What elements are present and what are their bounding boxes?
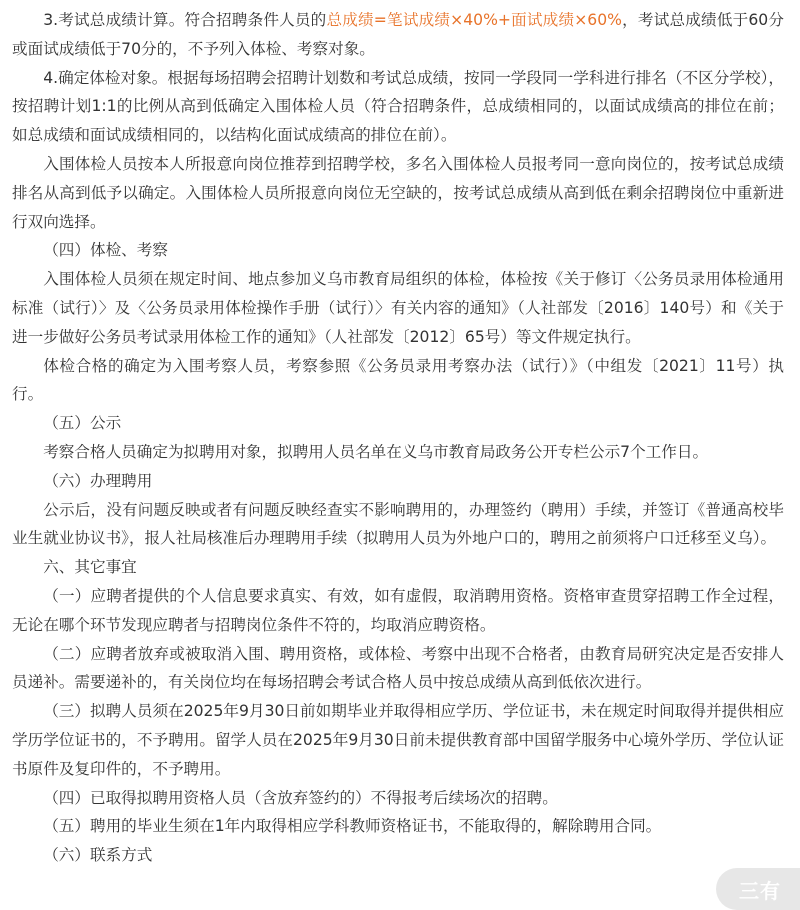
score-rule-prefix: 3.考试总成绩计算。符合招聘条件人员的 xyxy=(43,11,327,29)
paragraph-publicity: 考察合格人员确定为拟聘用对象，拟聘用人员名单在义乌市教育局政务公开专栏公示7个工作日。 xyxy=(43,442,709,461)
paragraph-hiring: 公示后，没有问题反映或者有问题反映经查实不影响聘用的，办理签约（聘用）手续，并签订《普通高校毕业生就业协议书》，报人社局核准后办理聘用手续（拟聘用人员为外地户口的，聘用之前须将户口迁移至义乌）。 xyxy=(12,500,784,548)
paragraph-other-3: （三）拟聘人员须在2025年9月30日前如期毕业并取得相应学历、学位证书，未在规定时间取得并提供相应学历学位证书的，不予聘用。留学人员在2025年9月30日前未提供教育部中国留学服务中心境外学历、学位认证书原件及复印件的，不予聘用。 xyxy=(12,702,784,778)
score-rule-suffix: ，考试总成绩低于60分或面试成绩低于70分的，不予列入体检、考察对象。 xyxy=(12,11,784,58)
section-heading-contact: （六）联系方式 xyxy=(43,846,153,865)
floating-app-button[interactable] xyxy=(716,868,800,910)
paragraph-exam-candidates: 4.确定体检对象。根据每场招聘会招聘计划数和考试总成绩，按同一学段同一学科进行排名（不区分学校），按招聘计划1:1的比例从高到低确定入围体检人员（符合招聘条件，总成绩相同的，以面试成绩高的排位在前；如总成绩和面试成绩相同的，以结构化面试成绩高的排位在前）。 xyxy=(12,68,784,145)
paragraph-other-4: （四）已取得拟聘用资格人员（含放弃签约的）不得报考后续场次的招聘。 xyxy=(43,788,558,807)
paragraph-physical-exam: 入围体检人员须在规定时间、地点参加义乌市教育局组织的体检，体检按《关于修订〈公务员录用体检通用标准（试行）〉及〈公务员录用体检操作手册（试行）〉有关内容的通知》（人社部发〔2016〕140号）和《关于进一步做好公务员考试录用体检工作的通知》（人社部发〔2012〕65号）等文件规定执行。 xyxy=(12,270,784,346)
paragraph-position-assignment: 入围体检人员按本人所报意向岗位推荐到招聘学校，多名入围体检人员报考同一意向岗位的，按考试总成绩排名从高到低予以确定。入围体检人员所报意向岗位无空缺的，按考试总成绩从高到低在剩余招聘岗位中重新进行双向选择。 xyxy=(12,154,784,231)
paragraph-other-1: （一）应聘者提供的个人信息要求真实、有效，如有虚假，取消聘用资格。资格审查贯穿招聘工作全过程，无论在哪个环节发现应聘者与招聘岗位条件不符的，均取消应聘资格。 xyxy=(12,586,784,634)
paragraph-score-calculation xyxy=(12,6,784,64)
section-heading-exam-check: （四）体检、考察 xyxy=(43,241,168,260)
section-heading-hiring: （六）办理聘用 xyxy=(43,471,153,490)
score-formula-highlight: 总成绩=笔试成绩×40%+面试成绩×60% xyxy=(326,11,622,29)
paragraph-other-5: （五）聘用的毕业生须在1年内取得相应学科教师资格证书，不能取得的，解除聘用合同。 xyxy=(43,817,662,836)
section-heading-publicity: （五）公示 xyxy=(43,414,122,433)
section-heading-other-matters: 六、其它事宜 xyxy=(43,558,137,577)
article-body xyxy=(12,6,784,870)
paragraph-other-2: （二）应聘者放弃或被取消入围、聘用资格，或体检、考察中出现不合格者，由教育局研究决定是否安排人员递补。需要递补的，有关岗位均在每场招聘会考试合格人员中按总成绩从高到低依次进行。 xyxy=(12,644,784,692)
paragraph-inspection: 体检合格的确定为入围考察人员，考察参照《公务员录用考察办法（试行）》（中组发〔2021〕11号）执行。 xyxy=(12,356,784,404)
app-logo-icon: 三有 xyxy=(739,878,781,903)
